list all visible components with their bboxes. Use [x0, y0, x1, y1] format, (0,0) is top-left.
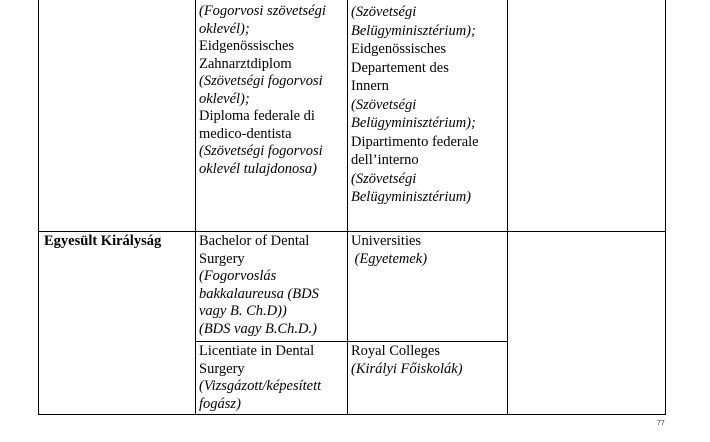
- diploma-line: Surgery: [199, 360, 245, 377]
- diploma-line: vagy B. Ch.D)): [199, 303, 287, 319]
- body-line: Eidgenössisches: [351, 41, 447, 57]
- table-cell-awarding-body: [351, 343, 463, 378]
- body-line: dell’interno: [351, 152, 419, 168]
- table-cell-diploma: [199, 3, 326, 178]
- row-divider: [38, 231, 666, 232]
- body-line: Universities: [351, 233, 422, 249]
- country-name: Egyesült Királyság: [44, 233, 162, 249]
- diploma-line: (Szövetségi fogorvosi: [199, 143, 323, 159]
- diploma-line: medico-dentista: [199, 125, 292, 142]
- body-line: (Szövetségi: [351, 170, 417, 187]
- diploma-line: (BDS vagy B.Ch.D.): [199, 320, 317, 337]
- body-line: Belügyminisztérium);: [351, 22, 476, 39]
- qualifications-table: [38, 0, 666, 415]
- body-line: Dipartimento federale: [351, 133, 479, 150]
- subrow-divider: [195, 341, 507, 342]
- column-divider-1: [195, 0, 196, 415]
- table-bottom-border: [38, 414, 666, 415]
- diploma-line: Diploma federale di: [199, 108, 315, 124]
- page-number: 77: [657, 420, 665, 427]
- diploma-line: bakkalaureusa (BDS: [199, 285, 319, 302]
- table-cell-diploma: [199, 233, 319, 338]
- table-left-border: [38, 0, 39, 415]
- body-line: Royal Colleges: [351, 343, 441, 359]
- table-cell-diploma: [199, 343, 321, 413]
- body-line: Departement des: [351, 59, 449, 76]
- diploma-line: oklevél);: [199, 90, 250, 107]
- diploma-line: Licentiate in Dental: [199, 343, 315, 359]
- body-line: Innern: [351, 78, 389, 94]
- column-divider-2: [347, 0, 348, 415]
- diploma-line: Zahnarztdiplom: [199, 55, 292, 72]
- diploma-line: Bachelor of Dental: [199, 233, 310, 249]
- body-line: (Szövetségi: [351, 4, 417, 20]
- diploma-line: fogász): [199, 395, 241, 412]
- body-line: Belügyminisztérium);: [351, 115, 476, 131]
- diploma-line: (Szövetségi fogorvosi: [199, 73, 323, 89]
- body-line: Belügyminisztérium): [351, 189, 472, 205]
- diploma-line: Surgery: [199, 250, 245, 267]
- column-divider-3: [507, 0, 508, 415]
- diploma-line: (Fogorvoslás: [199, 268, 277, 284]
- diploma-line: (Fogorvosi szövetségi: [199, 3, 326, 19]
- table-cell-awarding-body: [351, 3, 479, 207]
- body-line: (Szövetségi: [351, 96, 417, 113]
- table-right-border: [665, 0, 666, 415]
- diploma-line: oklevél tulajdonosa): [199, 160, 317, 177]
- table-cell-awarding-body: [351, 233, 427, 268]
- body-line: (Királyi Főiskolák): [351, 360, 463, 377]
- diploma-line: Eidgenössisches: [199, 38, 295, 54]
- diploma-line: (Vizsgázott/képesített: [199, 378, 322, 394]
- table-cell-country: [44, 233, 161, 251]
- diploma-line: oklevél);: [199, 20, 250, 37]
- body-line: (Egyetemek): [351, 250, 428, 267]
